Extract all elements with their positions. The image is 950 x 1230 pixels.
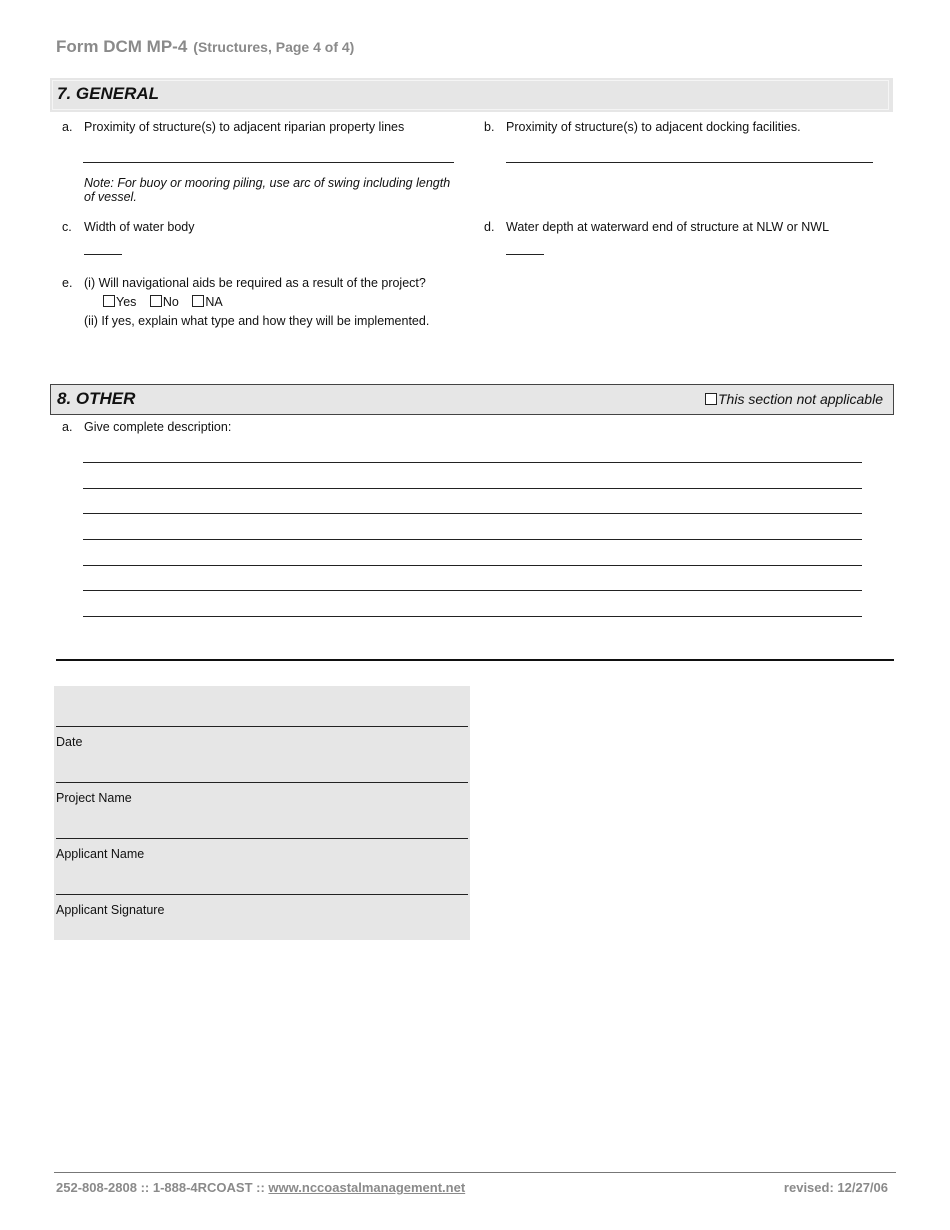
project-name-field[interactable] [56,782,468,783]
footer-contact [56,1180,465,1195]
water-depth-label: Water depth at waterward end of structure at NLW or NWL [506,220,830,234]
form-number: Form DCM MP-4 [56,37,188,56]
buoy-note: Note: For buoy or mooring piling, use arc of swing including length of vessel. [84,176,451,204]
nav-aids-na[interactable] [192,295,222,309]
description-line[interactable] [83,539,862,540]
checkbox-icon[interactable] [192,295,204,307]
item-a-letter: a. [62,420,73,434]
water-body-width-field[interactable] [84,254,122,255]
riparian-proximity-label: Proximity of structure(s) to adjacent riparian property lines [84,120,405,134]
section-7-header-inner [52,80,889,110]
applicant-name-field[interactable] [56,838,468,839]
nav-aids-yes[interactable] [103,295,136,309]
option-label: Yes [116,295,137,309]
water-body-width-label: Width of water body [84,220,195,234]
nav-aids-question: (i) Will navigational aids be required as a result of the project? [84,276,426,290]
description-label: Give complete description: [84,420,232,434]
riparian-proximity-field[interactable] [83,162,454,163]
option-label: NA [205,295,223,309]
revision-date: revised: 12/27/06 [783,1180,888,1195]
item-a-letter: a. [62,120,73,134]
section-divider [56,659,894,661]
applicant-signature-field[interactable] [56,894,468,895]
date-label: Date [56,735,83,749]
description-line[interactable] [83,513,862,514]
section-7-title: 7. GENERAL [57,84,160,103]
checkbox-icon[interactable] [705,393,717,405]
description-line[interactable] [83,488,862,489]
footer-phone: 252-808-2808 :: 1-888-4RCOAST :: [56,1180,269,1195]
docking-proximity-field[interactable] [506,162,873,163]
item-b-letter: b. [484,120,495,134]
form-title [56,37,354,57]
description-line[interactable] [83,590,862,591]
applicant-name-label: Applicant Name [56,847,145,861]
section-8-not-applicable[interactable] [705,391,883,407]
item-d-letter: d. [484,220,495,234]
docking-proximity-label: Proximity of structure(s) to adjacent docking facilities. [506,120,801,134]
form-subtitle: (Structures, Page 4 of 4) [193,39,355,55]
checkbox-icon[interactable] [103,295,115,307]
project-name-label: Project Name [56,791,132,805]
item-e-letter: e. [62,276,73,290]
section-8-title: 8. OTHER [57,389,136,408]
checkbox-icon[interactable] [150,295,162,307]
not-applicable-label: This section not applicable [718,391,883,407]
nav-aids-options [103,295,233,309]
description-line[interactable] [83,616,862,617]
description-line[interactable] [83,565,862,566]
water-depth-field[interactable] [506,254,544,255]
item-c-letter: c. [62,220,72,234]
option-label: No [162,295,179,309]
signature-block [54,686,470,940]
description-line[interactable] [83,462,862,463]
date-field[interactable] [56,726,468,727]
applicant-signature-label: Applicant Signature [56,903,165,917]
nav-aids-explain-label: (ii) If yes, explain what type and how they will be implemented. [84,314,430,328]
website-link[interactable]: www.nccoastalmanagement.net [268,1180,466,1195]
nav-aids-no[interactable] [150,295,179,309]
footer-rule [54,1172,896,1173]
